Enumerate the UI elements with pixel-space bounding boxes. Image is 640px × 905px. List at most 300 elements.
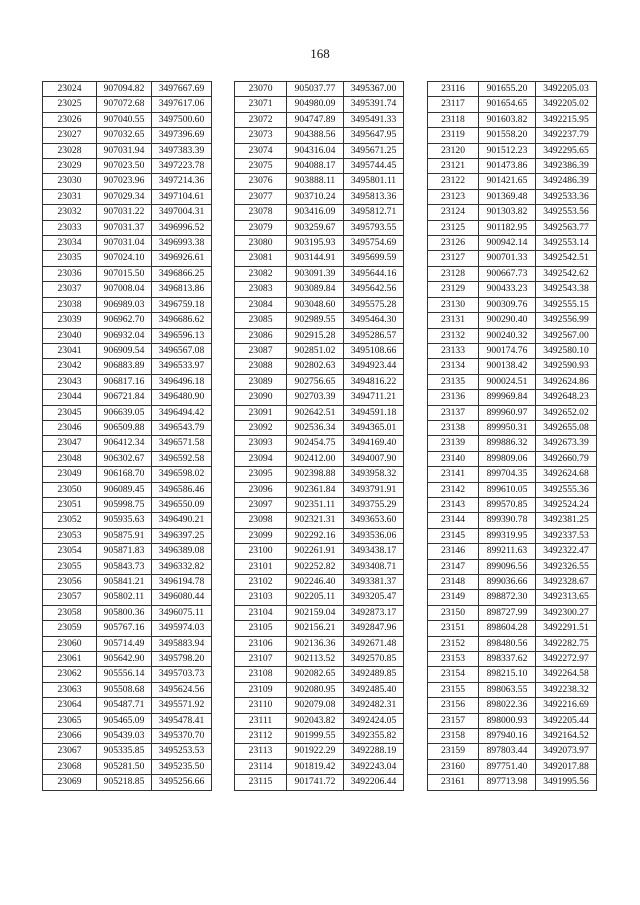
y-coordinate-cell: 3495793.55 xyxy=(344,220,404,235)
point-id-cell: 23026 xyxy=(43,112,97,127)
x-coordinate-cell: 905487.71 xyxy=(97,698,152,713)
x-coordinate-cell: 902082.65 xyxy=(287,667,344,682)
y-coordinate-cell: 3492624.86 xyxy=(536,374,597,389)
table-row xyxy=(43,482,212,497)
point-id-cell: 23140 xyxy=(428,451,479,466)
y-coordinate-cell: 3496543.79 xyxy=(152,420,212,435)
point-id-cell: 23072 xyxy=(235,112,287,127)
y-coordinate-cell: 3495699.59 xyxy=(344,251,404,266)
table-row xyxy=(43,297,212,312)
y-coordinate-cell: 3495571.92 xyxy=(152,698,212,713)
y-coordinate-cell: 3494591.18 xyxy=(344,405,404,420)
x-coordinate-cell: 900433.23 xyxy=(479,282,536,297)
table-row xyxy=(43,282,212,297)
table-row xyxy=(428,251,597,266)
x-coordinate-cell: 903048.60 xyxy=(287,297,344,312)
y-coordinate-cell: 3492017.88 xyxy=(536,759,597,774)
x-coordinate-cell: 900024.51 xyxy=(479,374,536,389)
x-coordinate-cell: 901421.65 xyxy=(479,174,536,189)
x-coordinate-cell: 898480.56 xyxy=(479,636,536,651)
point-id-cell: 23106 xyxy=(235,636,287,651)
x-coordinate-cell: 899390.78 xyxy=(479,513,536,528)
point-id-cell: 23036 xyxy=(43,266,97,281)
x-coordinate-cell: 898063.55 xyxy=(479,682,536,697)
point-id-cell: 23046 xyxy=(43,420,97,435)
point-id-cell: 23049 xyxy=(43,467,97,482)
point-id-cell: 23154 xyxy=(428,667,479,682)
point-id-cell: 23066 xyxy=(43,729,97,744)
point-id-cell: 23126 xyxy=(428,236,479,251)
table-row xyxy=(235,343,404,358)
table-row xyxy=(43,575,212,590)
table-row xyxy=(235,605,404,620)
point-id-cell: 23128 xyxy=(428,266,479,281)
x-coordinate-cell: 901303.82 xyxy=(479,205,536,220)
x-coordinate-cell: 902454.75 xyxy=(287,436,344,451)
point-id-cell: 23031 xyxy=(43,189,97,204)
table-row xyxy=(43,236,212,251)
point-id-cell: 23080 xyxy=(235,236,287,251)
point-id-cell: 23149 xyxy=(428,590,479,605)
point-id-cell: 23065 xyxy=(43,713,97,728)
table-row xyxy=(235,467,404,482)
x-coordinate-cell: 901819.42 xyxy=(287,759,344,774)
table-row xyxy=(235,174,404,189)
table-row xyxy=(428,328,597,343)
x-coordinate-cell: 900240.32 xyxy=(479,328,536,343)
x-coordinate-cell: 905465.09 xyxy=(97,713,152,728)
x-coordinate-cell: 899610.05 xyxy=(479,482,536,497)
point-id-cell: 23133 xyxy=(428,343,479,358)
x-coordinate-cell: 905843.73 xyxy=(97,559,152,574)
table-row xyxy=(43,636,212,651)
table-row xyxy=(43,343,212,358)
x-coordinate-cell: 905218.85 xyxy=(97,775,152,790)
table-row xyxy=(235,159,404,174)
table-row xyxy=(43,775,212,790)
point-id-cell: 23159 xyxy=(428,744,479,759)
table-row xyxy=(235,112,404,127)
x-coordinate-cell: 906883.89 xyxy=(97,359,152,374)
y-coordinate-cell: 3496494.42 xyxy=(152,405,212,420)
x-coordinate-cell: 904088.17 xyxy=(287,159,344,174)
point-id-cell: 23082 xyxy=(235,266,287,281)
point-id-cell: 23063 xyxy=(43,682,97,697)
y-coordinate-cell: 3492553.14 xyxy=(536,236,597,251)
table-row xyxy=(235,436,404,451)
table-row xyxy=(235,682,404,697)
y-coordinate-cell: 3496194.78 xyxy=(152,575,212,590)
y-coordinate-cell: 3492567.00 xyxy=(536,328,597,343)
x-coordinate-cell: 902156.21 xyxy=(287,621,344,636)
x-coordinate-cell: 905642.90 xyxy=(97,652,152,667)
table-row xyxy=(235,97,404,112)
table-row xyxy=(43,513,212,528)
y-coordinate-cell: 3492386.39 xyxy=(536,159,597,174)
point-id-cell: 23060 xyxy=(43,636,97,651)
x-coordinate-cell: 902252.82 xyxy=(287,559,344,574)
table-row xyxy=(428,528,597,543)
y-coordinate-cell: 3492073.97 xyxy=(536,744,597,759)
x-coordinate-cell: 902398.88 xyxy=(287,467,344,482)
y-coordinate-cell: 3492533.36 xyxy=(536,189,597,204)
table-row xyxy=(235,128,404,143)
x-coordinate-cell: 903259.67 xyxy=(287,220,344,235)
y-coordinate-cell: 3496075.11 xyxy=(152,605,212,620)
point-id-cell: 23067 xyxy=(43,744,97,759)
y-coordinate-cell: 3492272.97 xyxy=(536,652,597,667)
point-id-cell: 23088 xyxy=(235,359,287,374)
point-id-cell: 23029 xyxy=(43,159,97,174)
table-row xyxy=(235,236,404,251)
y-coordinate-cell: 3492482.31 xyxy=(344,698,404,713)
x-coordinate-cell: 901182.95 xyxy=(479,220,536,235)
table-row xyxy=(428,621,597,636)
y-coordinate-cell: 3492243.04 xyxy=(344,759,404,774)
y-coordinate-cell: 3492215.95 xyxy=(536,112,597,127)
table-row xyxy=(43,420,212,435)
point-id-cell: 23146 xyxy=(428,544,479,559)
point-id-cell: 23150 xyxy=(428,605,479,620)
x-coordinate-cell: 898337.62 xyxy=(479,652,536,667)
x-coordinate-cell: 900942.14 xyxy=(479,236,536,251)
y-coordinate-cell: 3496996.52 xyxy=(152,220,212,235)
table-row xyxy=(235,359,404,374)
point-id-cell: 23151 xyxy=(428,621,479,636)
y-coordinate-cell: 3494365.01 xyxy=(344,420,404,435)
y-coordinate-cell: 3494007.90 xyxy=(344,451,404,466)
x-coordinate-cell: 907024.10 xyxy=(97,251,152,266)
point-id-cell: 23119 xyxy=(428,128,479,143)
x-coordinate-cell: 905800.36 xyxy=(97,605,152,620)
point-id-cell: 23092 xyxy=(235,420,287,435)
y-coordinate-cell: 3492205.02 xyxy=(536,97,597,112)
table-row xyxy=(43,729,212,744)
point-id-cell: 23118 xyxy=(428,112,479,127)
table-row xyxy=(428,128,597,143)
table-row xyxy=(43,682,212,697)
table-row xyxy=(235,143,404,158)
point-id-cell: 23044 xyxy=(43,390,97,405)
x-coordinate-cell: 905802.11 xyxy=(97,590,152,605)
y-coordinate-cell: 3492355.82 xyxy=(344,729,404,744)
y-coordinate-cell: 3492555.15 xyxy=(536,297,597,312)
x-coordinate-cell: 902159.04 xyxy=(287,605,344,620)
x-coordinate-cell: 902261.91 xyxy=(287,544,344,559)
table-row xyxy=(428,713,597,728)
x-coordinate-cell: 907031.22 xyxy=(97,205,152,220)
point-id-cell: 23052 xyxy=(43,513,97,528)
table-row xyxy=(43,189,212,204)
x-coordinate-cell: 902703.39 xyxy=(287,390,344,405)
table-row xyxy=(235,374,404,389)
point-id-cell: 23157 xyxy=(428,713,479,728)
x-coordinate-cell: 902080.95 xyxy=(287,682,344,697)
x-coordinate-cell: 907032.65 xyxy=(97,128,152,143)
table-row xyxy=(428,266,597,281)
y-coordinate-cell: 3492660.79 xyxy=(536,451,597,466)
y-coordinate-cell: 3495703.73 xyxy=(152,667,212,682)
x-coordinate-cell: 905508.68 xyxy=(97,682,152,697)
y-coordinate-cell: 3496813.86 xyxy=(152,282,212,297)
y-coordinate-cell: 3497004.31 xyxy=(152,205,212,220)
point-id-cell: 23130 xyxy=(428,297,479,312)
point-id-cell: 23143 xyxy=(428,497,479,512)
point-id-cell: 23071 xyxy=(235,97,287,112)
x-coordinate-cell: 905875.91 xyxy=(97,528,152,543)
x-coordinate-cell: 899096.56 xyxy=(479,559,536,574)
x-coordinate-cell: 906721.84 xyxy=(97,390,152,405)
y-coordinate-cell: 3492216.69 xyxy=(536,698,597,713)
point-id-cell: 23137 xyxy=(428,405,479,420)
x-coordinate-cell: 903089.84 xyxy=(287,282,344,297)
table-row xyxy=(235,220,404,235)
table-row xyxy=(235,282,404,297)
y-coordinate-cell: 3493791.91 xyxy=(344,482,404,497)
y-coordinate-cell: 3492295.65 xyxy=(536,143,597,158)
x-coordinate-cell: 907094.82 xyxy=(97,82,152,97)
point-id-cell: 23121 xyxy=(428,159,479,174)
x-coordinate-cell: 899319.95 xyxy=(479,528,536,543)
y-coordinate-cell: 3496866.25 xyxy=(152,266,212,281)
table-row xyxy=(428,451,597,466)
y-coordinate-cell: 3495464.30 xyxy=(344,313,404,328)
table-row xyxy=(235,575,404,590)
x-coordinate-cell: 902412.00 xyxy=(287,451,344,466)
x-coordinate-cell: 901922.29 xyxy=(287,744,344,759)
table-row xyxy=(235,744,404,759)
x-coordinate-cell: 897751.40 xyxy=(479,759,536,774)
table-row xyxy=(235,189,404,204)
table-row xyxy=(43,559,212,574)
point-id-cell: 23124 xyxy=(428,205,479,220)
y-coordinate-cell: 3493205.47 xyxy=(344,590,404,605)
table-row xyxy=(428,636,597,651)
y-coordinate-cell: 3493653.60 xyxy=(344,513,404,528)
table-row xyxy=(235,205,404,220)
x-coordinate-cell: 899036.66 xyxy=(479,575,536,590)
y-coordinate-cell: 3496389.08 xyxy=(152,544,212,559)
table-row xyxy=(43,744,212,759)
point-id-cell: 23081 xyxy=(235,251,287,266)
point-id-cell: 23062 xyxy=(43,667,97,682)
table-row xyxy=(43,390,212,405)
table-row xyxy=(428,544,597,559)
x-coordinate-cell: 902351.11 xyxy=(287,497,344,512)
y-coordinate-cell: 3495744.45 xyxy=(344,159,404,174)
x-coordinate-cell: 907031.04 xyxy=(97,236,152,251)
point-id-cell: 23055 xyxy=(43,559,97,574)
point-id-cell: 23051 xyxy=(43,497,97,512)
table-row xyxy=(235,266,404,281)
y-coordinate-cell: 3492237.79 xyxy=(536,128,597,143)
y-coordinate-cell: 3495798.20 xyxy=(152,652,212,667)
x-coordinate-cell: 902536.34 xyxy=(287,420,344,435)
table-row xyxy=(428,590,597,605)
y-coordinate-cell: 3496480.90 xyxy=(152,390,212,405)
x-coordinate-cell: 907008.04 xyxy=(97,282,152,297)
x-coordinate-cell: 902642.51 xyxy=(287,405,344,420)
y-coordinate-cell: 3495491.33 xyxy=(344,112,404,127)
y-coordinate-cell: 3492328.67 xyxy=(536,575,597,590)
table-row xyxy=(235,451,404,466)
table-row xyxy=(235,251,404,266)
x-coordinate-cell: 905998.75 xyxy=(97,497,152,512)
table-row xyxy=(43,251,212,266)
x-coordinate-cell: 902802.63 xyxy=(287,359,344,374)
point-id-cell: 23122 xyxy=(428,174,479,189)
point-id-cell: 23089 xyxy=(235,374,287,389)
x-coordinate-cell: 899969.84 xyxy=(479,390,536,405)
x-coordinate-cell: 900701.33 xyxy=(479,251,536,266)
y-coordinate-cell: 3492288.19 xyxy=(344,744,404,759)
point-id-cell: 23064 xyxy=(43,698,97,713)
point-id-cell: 23132 xyxy=(428,328,479,343)
y-coordinate-cell: 3493381.37 xyxy=(344,575,404,590)
table-row xyxy=(235,621,404,636)
y-coordinate-cell: 3492671.48 xyxy=(344,636,404,651)
table-row xyxy=(428,497,597,512)
table-row xyxy=(428,374,597,389)
x-coordinate-cell: 907023.50 xyxy=(97,159,152,174)
x-coordinate-cell: 902851.02 xyxy=(287,343,344,358)
y-coordinate-cell: 3497667.69 xyxy=(152,82,212,97)
table-row xyxy=(43,667,212,682)
x-coordinate-cell: 905335.85 xyxy=(97,744,152,759)
y-coordinate-cell: 3493958.32 xyxy=(344,467,404,482)
point-id-cell: 23024 xyxy=(43,82,97,97)
y-coordinate-cell: 3492206.44 xyxy=(344,775,404,790)
table-row xyxy=(428,420,597,435)
point-id-cell: 23108 xyxy=(235,667,287,682)
x-coordinate-cell: 899960.97 xyxy=(479,405,536,420)
point-id-cell: 23032 xyxy=(43,205,97,220)
point-id-cell: 23107 xyxy=(235,652,287,667)
point-id-cell: 23061 xyxy=(43,652,97,667)
x-coordinate-cell: 907040.55 xyxy=(97,112,152,127)
table-row xyxy=(43,698,212,713)
table-row xyxy=(43,652,212,667)
table-row xyxy=(428,775,597,790)
y-coordinate-cell: 3492553.56 xyxy=(536,205,597,220)
coordinate-table-1 xyxy=(42,81,212,791)
x-coordinate-cell: 898872.30 xyxy=(479,590,536,605)
point-id-cell: 23100 xyxy=(235,544,287,559)
point-id-cell: 23086 xyxy=(235,328,287,343)
x-coordinate-cell: 904747.89 xyxy=(287,112,344,127)
y-coordinate-cell: 3496397.25 xyxy=(152,528,212,543)
table-row xyxy=(428,667,597,682)
table-row xyxy=(235,482,404,497)
point-id-cell: 23145 xyxy=(428,528,479,543)
y-coordinate-cell: 3497396.69 xyxy=(152,128,212,143)
y-coordinate-cell: 3492563.77 xyxy=(536,220,597,235)
x-coordinate-cell: 903710.24 xyxy=(287,189,344,204)
x-coordinate-cell: 901655.20 xyxy=(479,82,536,97)
point-id-cell: 23078 xyxy=(235,205,287,220)
y-coordinate-cell: 3496993.38 xyxy=(152,236,212,251)
point-id-cell: 23142 xyxy=(428,482,479,497)
point-id-cell: 23034 xyxy=(43,236,97,251)
point-id-cell: 23040 xyxy=(43,328,97,343)
point-id-cell: 23099 xyxy=(235,528,287,543)
x-coordinate-cell: 905714.49 xyxy=(97,636,152,651)
x-coordinate-cell: 905037.77 xyxy=(287,82,344,97)
point-id-cell: 23053 xyxy=(43,528,97,543)
y-coordinate-cell: 3492313.65 xyxy=(536,590,597,605)
point-id-cell: 23139 xyxy=(428,436,479,451)
y-coordinate-cell: 3495671.25 xyxy=(344,143,404,158)
point-id-cell: 23079 xyxy=(235,220,287,235)
table-row xyxy=(43,82,212,97)
point-id-cell: 23074 xyxy=(235,143,287,158)
y-coordinate-cell: 3492489.85 xyxy=(344,667,404,682)
table-row xyxy=(428,159,597,174)
x-coordinate-cell: 907015.50 xyxy=(97,266,152,281)
x-coordinate-cell: 905281.50 xyxy=(97,759,152,774)
y-coordinate-cell: 3492590.93 xyxy=(536,359,597,374)
point-id-cell: 23087 xyxy=(235,343,287,358)
point-id-cell: 23095 xyxy=(235,467,287,482)
x-coordinate-cell: 906932.04 xyxy=(97,328,152,343)
point-id-cell: 23114 xyxy=(235,759,287,774)
point-id-cell: 23047 xyxy=(43,436,97,451)
y-coordinate-cell: 3492542.62 xyxy=(536,266,597,281)
y-coordinate-cell: 3496571.58 xyxy=(152,436,212,451)
table-row xyxy=(235,759,404,774)
y-coordinate-cell: 3497104.61 xyxy=(152,189,212,204)
y-coordinate-cell: 3494711.21 xyxy=(344,390,404,405)
table-row xyxy=(428,112,597,127)
y-coordinate-cell: 3494923.44 xyxy=(344,359,404,374)
y-coordinate-cell: 3493438.17 xyxy=(344,544,404,559)
table-row xyxy=(428,467,597,482)
table-row xyxy=(235,713,404,728)
y-coordinate-cell: 3492648.23 xyxy=(536,390,597,405)
point-id-cell: 23042 xyxy=(43,359,97,374)
x-coordinate-cell: 902246.40 xyxy=(287,575,344,590)
table-row xyxy=(43,544,212,559)
point-id-cell: 23037 xyxy=(43,282,97,297)
y-coordinate-cell: 3496592.58 xyxy=(152,451,212,466)
table-row xyxy=(235,513,404,528)
y-coordinate-cell: 3492673.39 xyxy=(536,436,597,451)
x-coordinate-cell: 901512.23 xyxy=(479,143,536,158)
y-coordinate-cell: 3492555.36 xyxy=(536,482,597,497)
y-coordinate-cell: 3491995.56 xyxy=(536,775,597,790)
point-id-cell: 23084 xyxy=(235,297,287,312)
point-id-cell: 23101 xyxy=(235,559,287,574)
y-coordinate-cell: 3496926.61 xyxy=(152,251,212,266)
point-id-cell: 23158 xyxy=(428,729,479,744)
point-id-cell: 23098 xyxy=(235,513,287,528)
table-row xyxy=(428,652,597,667)
x-coordinate-cell: 905556.14 xyxy=(97,667,152,682)
x-coordinate-cell: 906909.54 xyxy=(97,343,152,358)
y-coordinate-cell: 3492291.51 xyxy=(536,621,597,636)
x-coordinate-cell: 907029.34 xyxy=(97,189,152,204)
y-coordinate-cell: 3496598.02 xyxy=(152,467,212,482)
y-coordinate-cell: 3497214.36 xyxy=(152,174,212,189)
point-id-cell: 23096 xyxy=(235,482,287,497)
table-row xyxy=(428,559,597,574)
y-coordinate-cell: 3495370.70 xyxy=(152,729,212,744)
x-coordinate-cell: 904316.04 xyxy=(287,143,344,158)
table-row xyxy=(428,436,597,451)
table-row xyxy=(43,328,212,343)
point-id-cell: 23030 xyxy=(43,174,97,189)
table-row xyxy=(43,590,212,605)
